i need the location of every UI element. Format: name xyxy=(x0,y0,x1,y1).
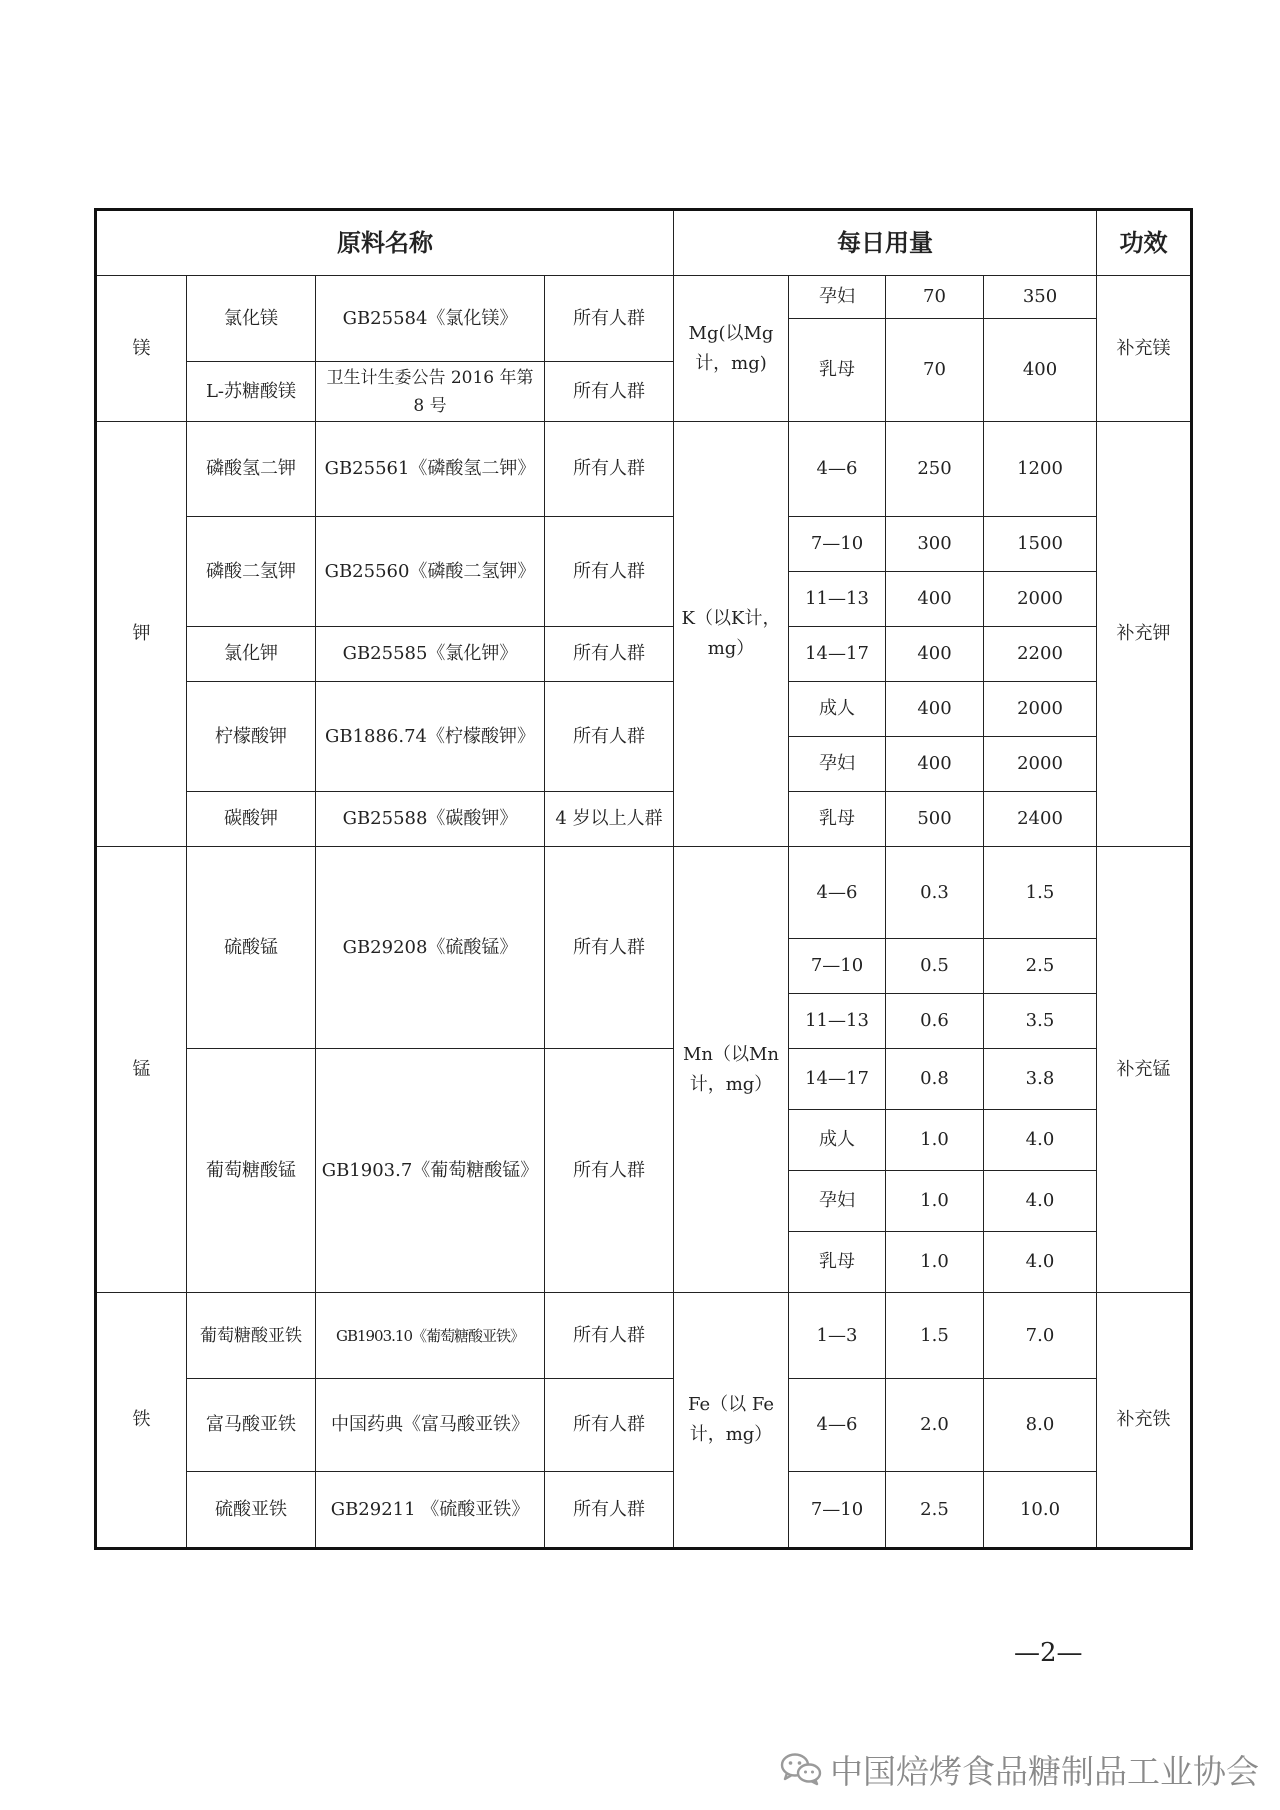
material-standard: GB29211 《硫酸亚铁》 xyxy=(316,1472,545,1549)
dosage-group: 孕妇 xyxy=(789,1171,886,1232)
material-standard: GB25588《碳酸钾》 xyxy=(316,792,545,847)
unit-cell: Mn（以Mn计，mg） xyxy=(674,847,789,1293)
dosage-group: 4—6 xyxy=(789,1379,886,1472)
material-name: 葡萄糖酸锰 xyxy=(187,1049,316,1293)
material-name: 碳酸钾 xyxy=(187,792,316,847)
material-standard: GB25584《氯化镁》 xyxy=(316,276,545,362)
dosage-group: 4—6 xyxy=(789,422,886,517)
material-name: 磷酸二氢钾 xyxy=(187,517,316,627)
dosage-min: 0.3 xyxy=(886,847,984,939)
unit-cell: K（以K计，mg） xyxy=(674,422,789,847)
material-population: 所有人群 xyxy=(545,276,674,362)
dosage-max: 3.8 xyxy=(984,1049,1097,1110)
page-number: —2— xyxy=(1014,1638,1083,1668)
dosage-min: 0.8 xyxy=(886,1049,984,1110)
dosage-max: 2200 xyxy=(984,627,1097,682)
material-standard: GB1903.10《葡萄糖酸亚铁》 xyxy=(316,1293,545,1379)
dosage-group: 孕妇 xyxy=(789,737,886,792)
material-standard: GB1903.7《葡萄糖酸锰》 xyxy=(316,1049,545,1293)
watermark-text: 中国焙烤食品糖制品工业协会 xyxy=(830,1751,1259,1791)
dosage-max: 10.0 xyxy=(984,1472,1097,1549)
material-population: 所有人群 xyxy=(545,1472,674,1549)
dosage-max: 400 xyxy=(984,319,1097,422)
dosage-group: 乳母 xyxy=(789,319,886,422)
dosage-min: 1.0 xyxy=(886,1110,984,1171)
material-name: 葡萄糖酸亚铁 xyxy=(187,1293,316,1379)
material-population: 所有人群 xyxy=(545,517,674,627)
dosage-max: 2000 xyxy=(984,682,1097,737)
dosage-min: 400 xyxy=(886,572,984,627)
material-standard: GB29208《硫酸锰》 xyxy=(316,847,545,1049)
efficacy-cell: 补充锰 xyxy=(1097,847,1192,1293)
dosage-max: 2400 xyxy=(984,792,1097,847)
dosage-min: 1.0 xyxy=(886,1232,984,1293)
material-standard: GB25560《磷酸二氢钾》 xyxy=(316,517,545,627)
material-name: 柠檬酸钾 xyxy=(187,682,316,792)
dosage-group: 乳母 xyxy=(789,792,886,847)
material-name: 硫酸亚铁 xyxy=(187,1472,316,1549)
dosage-group: 7—10 xyxy=(789,939,886,994)
material-population: 所有人群 xyxy=(545,1293,674,1379)
unit-cell: Fe（以 Fe 计，mg） xyxy=(674,1293,789,1549)
header-efficacy: 功效 xyxy=(1097,210,1192,276)
dosage-group: 14—17 xyxy=(789,627,886,682)
material-population: 所有人群 xyxy=(545,627,674,682)
dosage-max: 1.5 xyxy=(984,847,1097,939)
header-daily-amount: 每日用量 xyxy=(674,210,1097,276)
dosage-max: 8.0 xyxy=(984,1379,1097,1472)
dosage-min: 400 xyxy=(886,682,984,737)
dosage-group: 11—13 xyxy=(789,572,886,627)
dosage-max: 4.0 xyxy=(984,1171,1097,1232)
dosage-min: 300 xyxy=(886,517,984,572)
dosage-min: 70 xyxy=(886,319,984,422)
header-material: 原料名称 xyxy=(96,210,674,276)
efficacy-cell: 补充钾 xyxy=(1097,422,1192,847)
dosage-group: 乳母 xyxy=(789,1232,886,1293)
material-population: 所有人群 xyxy=(545,1379,674,1472)
dosage-max: 350 xyxy=(984,276,1097,319)
wechat-icon xyxy=(780,1752,822,1786)
dosage-group: 1—3 xyxy=(789,1293,886,1379)
material-population: 所有人群 xyxy=(545,682,674,792)
material-name: 磷酸氢二钾 xyxy=(187,422,316,517)
dosage-group: 孕妇 xyxy=(789,276,886,319)
dosage-group: 成人 xyxy=(789,1110,886,1171)
dosage-max: 7.0 xyxy=(984,1293,1097,1379)
dosage-max: 2.5 xyxy=(984,939,1097,994)
dosage-min: 2.5 xyxy=(886,1472,984,1549)
material-name: 富马酸亚铁 xyxy=(187,1379,316,1472)
dosage-min: 1.5 xyxy=(886,1293,984,1379)
dosage-min: 500 xyxy=(886,792,984,847)
dosage-group: 7—10 xyxy=(789,517,886,572)
element-cell: 锰 xyxy=(96,847,187,1293)
dosage-group: 成人 xyxy=(789,682,886,737)
element-cell: 铁 xyxy=(96,1293,187,1549)
material-population: 所有人群 xyxy=(545,422,674,517)
material-standard: 卫生计生委公告 2016 年第 8 号 xyxy=(316,362,545,422)
material-standard: GB25585《氯化钾》 xyxy=(316,627,545,682)
watermark xyxy=(780,1749,1259,1789)
material-population: 4 岁以上人群 xyxy=(545,792,674,847)
efficacy-cell: 补充铁 xyxy=(1097,1293,1192,1549)
material-name: L-苏糖酸镁 xyxy=(187,362,316,422)
dosage-max: 2000 xyxy=(984,737,1097,792)
dosage-group: 11—13 xyxy=(789,994,886,1049)
dosage-group: 7—10 xyxy=(789,1472,886,1549)
dosage-max: 1500 xyxy=(984,517,1097,572)
dosage-min: 250 xyxy=(886,422,984,517)
dosage-min: 0.5 xyxy=(886,939,984,994)
material-population: 所有人群 xyxy=(545,847,674,1049)
dosage-max: 4.0 xyxy=(984,1232,1097,1293)
material-standard: GB1886.74《柠檬酸钾》 xyxy=(316,682,545,792)
unit-cell: Mg(以Mg计，mg) xyxy=(674,276,789,422)
material-name: 氯化钾 xyxy=(187,627,316,682)
dosage-min: 2.0 xyxy=(886,1379,984,1472)
material-population: 所有人群 xyxy=(545,362,674,422)
dosage-min: 1.0 xyxy=(886,1171,984,1232)
dosage-max: 3.5 xyxy=(984,994,1097,1049)
nutrient-table xyxy=(94,208,1193,1550)
element-cell: 钾 xyxy=(96,422,187,847)
material-name: 硫酸锰 xyxy=(187,847,316,1049)
material-standard: 中国药典《富马酸亚铁》 xyxy=(316,1379,545,1472)
material-population: 所有人群 xyxy=(545,1049,674,1293)
dosage-min: 70 xyxy=(886,276,984,319)
material-name: 氯化镁 xyxy=(187,276,316,362)
material-standard: GB25561《磷酸氢二钾》 xyxy=(316,422,545,517)
dosage-min: 400 xyxy=(886,737,984,792)
dosage-max: 4.0 xyxy=(984,1110,1097,1171)
dosage-group: 4—6 xyxy=(789,847,886,939)
dosage-min: 0.6 xyxy=(886,994,984,1049)
dosage-group: 14—17 xyxy=(789,1049,886,1110)
dosage-min: 400 xyxy=(886,627,984,682)
dosage-max: 1200 xyxy=(984,422,1097,517)
efficacy-cell: 补充镁 xyxy=(1097,276,1192,422)
dosage-max: 2000 xyxy=(984,572,1097,627)
element-cell: 镁 xyxy=(96,276,187,422)
